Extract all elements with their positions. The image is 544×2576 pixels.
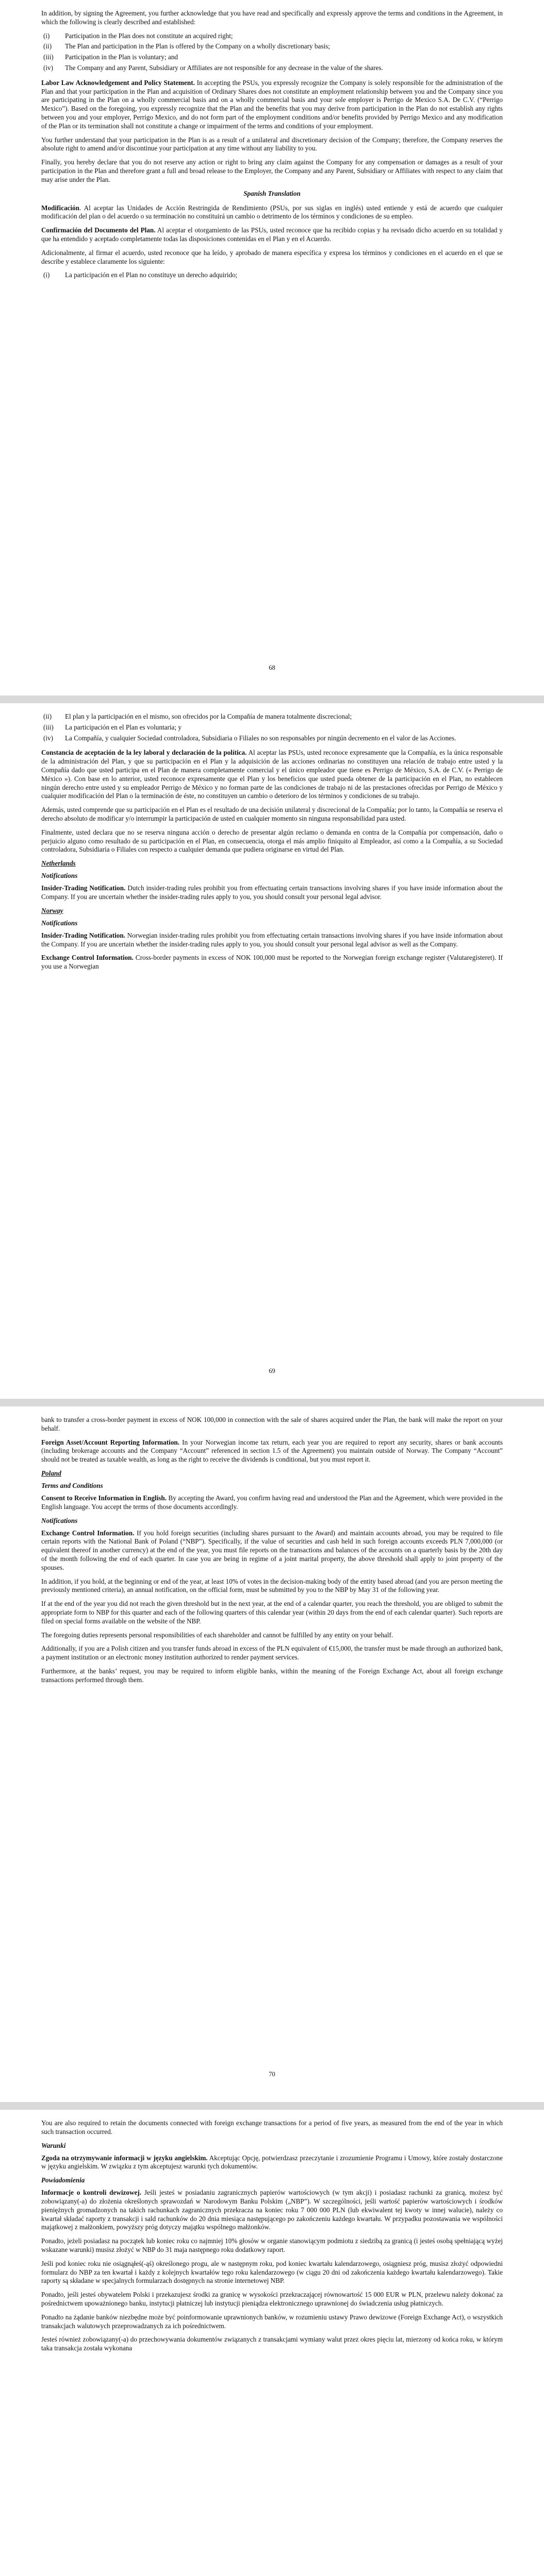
finalmente-paragraph: Finalmente, usted declara que no se reserva ninguna acción o derecho de presentar algún reclamo o demanda en contra de la Compañía por compensación, daño o perjuicio alguno como resultado de su participación en el Plan, en consecuencia, otorga el más amplio finiquito al Empleador, así como a la Compañía, a su Sociedad controladora, Subsidiaria o Filiales con respecto a cualquier demanda que pudiera originarse en virtud del Plan.	[41, 828, 503, 854]
consent-english-text: By accepting the Award, you confirm having read and understood the Plan and the Agreement, which were provided in the English language. You accept the terms of those documents accordingly.	[41, 1494, 503, 1511]
obywatel-polski-paragraph: Ponadto, jeśli jesteś obywatelem Polski i przekazujesz środki za granicę w wysokości przekraczającej równowartość 15 000 EUR w PLN, przelewu należy dokonać za pośrednictwem upoważnionego banku, instytucji płatniczej lub instytucji pieniądza elektronicznego uprawnionej do świadczenia usług płatniczych.	[41, 2291, 503, 2307]
adicionalmente-paragraph: Adicionalmente, al firmar el acuerdo, usted reconoce que ha leído, y aprobado de manera específica y expresa los términos y condiciones en el acuerdo en el que se describe y establece claramente los siguiente:	[41, 248, 503, 265]
confirmacion-text: Al aceptar el otorgamiento de las PSUs, usted reconoce que ha recibido copias y ha revisado dicho acuerdo en su totalidad y que ha entendido y aceptado completamente todas las disposiciones contenidas en el Plan y en el Acuerdo.	[41, 226, 503, 243]
list-item	[41, 734, 503, 743]
norway-exchange-continued: bank to transfer a cross-border payment in excess of NOK 100,000 in connection with the sale of shares acquired under the Plan, the bank will make the report on your behalf.	[41, 1416, 503, 1432]
insider-trading-heading: Insider-Trading Notification.	[41, 931, 126, 939]
list-item-text: Participation in the Plan does not constitute an acquired right;	[65, 31, 233, 40]
list-item-number: (ii)	[43, 42, 52, 50]
list-item	[41, 42, 503, 51]
confirmacion-paragraph	[41, 226, 503, 244]
list-item-number: (iv)	[43, 734, 54, 742]
consent-english-paragraph	[41, 1494, 503, 1512]
powiadomienia-heading: Powiadomienia	[41, 2176, 85, 2184]
list-item	[41, 64, 503, 73]
unilateral-decision-paragraph: You further understand that your participation in the Plan is as a result of a unilateral and discretionary decision of the Company; therefore, the Company reserves the absolute right to amend and/or discontinue your participation at any time without any liability to you.	[41, 135, 503, 152]
informacje-kontroli-heading: Informacje o kontroli dewizowej.	[41, 2189, 142, 2197]
list-item-text: The Plan and participation in the Plan is offered by the Company on a wholly discretionary basis;	[65, 42, 330, 50]
poland-heading: Poland	[41, 1469, 61, 1477]
list-item-text: La Compañía, y cualquier Sociedad controladora, Subsidiaria o Filiales no son responsables por ningún decremento en el valor de las Acciones.	[65, 734, 456, 742]
list-item-number: (i)	[43, 31, 50, 40]
release-paragraph: Finally, you hereby declare that you do not reserve any action or right to bring any claim against the Company for any compensation or damages as a result of your participation in the Plan and therefore grant a full and broad release to the Employer, the Company and any Parent, Subsidiary or Affiliates with respect to any claim that may arise under the Plan.	[41, 158, 503, 183]
list-item-number: (iii)	[43, 723, 54, 731]
document-page-69	[0, 703, 544, 1399]
netherlands-insider-trading-paragraph	[41, 884, 503, 902]
insider-trading-text: Dutch insider-trading rules prohibit you from effectuating certain transactions involving shares if you have inside information about the Company. If you are uncertain whether the insider-trading rules apply to you, you should consult your personal legal advisor.	[41, 884, 503, 901]
norway-heading: Norway	[41, 906, 63, 914]
document-page-71	[0, 2110, 544, 2576]
exchange-control-heading: Exchange Control Information.	[41, 954, 134, 962]
informacje-kontroli-paragraph	[41, 2189, 503, 2232]
prog-paragraph: Jeśli pod koniec roku nie osiągnąłeś(-ąś) określonego progu, ale w następnym roku, pod koniec kwartału kalendarzowego, osiągniesz próg, musisz złożyć odpowiedni formularz do NBP za ten kwartał i każdy z kolejnych kwartałów tego roku kalendarzowego (w ciągu 20 dni od zakończenia każdego kwartału kalendarzowego). Takie raporty są składane w specjalnych formularzach dostępnych na stronie internetowej NBP.	[41, 2259, 503, 2285]
list-item	[41, 271, 503, 280]
norway-notifications-heading: Notifications	[41, 919, 78, 927]
ademas-paragraph: Además, usted comprende que su participación en el Plan es el resultado de una decisión unilateral y discrecional de la Compañía; por lo tanto, la Compañía se reserva el derecho absoluto de modificar y/o interrumpir la participación de usted en cualquier momento sin ninguna responsabilidad para usted.	[41, 806, 503, 822]
retain-documents-paragraph: You are also required to retain the documents connected with foreign exchange transactions for a period of five years, as measured from the end of the year in which such transaction occurred.	[41, 2119, 503, 2136]
confirmacion-heading: Confirmación del Documento del Plan.	[41, 226, 156, 234]
list-item-text: La participación en el Plan no constituye un derecho adquirido;	[65, 271, 238, 279]
ten-percent-votes-paragraph: In addition, if you hold, at the beginning or end of the year, at least 10% of votes in the decision-making body of the entity based abroad (and you are person meeting the previously mentioned criteria), an annual notification, on the official form, must be submitted by you to the NBP by May 31 of the following year.	[41, 1577, 503, 1594]
poland-exchange-control-paragraph	[41, 1529, 503, 1572]
page-number: 69	[269, 1367, 275, 1375]
list-item-number: (ii)	[43, 713, 52, 720]
constancia-paragraph	[41, 749, 503, 801]
labor-law-text: In accepting the PSUs, you expressly recognize the Company is solely responsible for the administration of the Plan and that your participation in the Plan and acquisition of Ordinary Shares does not constitute an employment relationship between you and the Company since you are participating in the Plan on a wholly commercial basis and on a wholly commercial basis and your sole employer is Perrigo de Mexico S.A. De C.V. (“Perrigo Mexico”). Based on the foregoing, you expressly recognize that the Plan and the benefits that you may derive from participation in the Plan do not establish any rights between you and your employer, Perrigo Mexico, and do not form part of the employment conditions and/or benefits provided by Perrigo Mexico and any modification of the Plan or its termination shall not constitute a change or impairment of the terms and conditions of your employment.	[41, 78, 503, 130]
zadanie-bankow-paragraph: Ponadto na żądanie banków niezbędne może być poinformowanie uprawnionych banków, w rozumieniu ustawy Prawo dewizowe (Foreign Exchange Act), o wszystkich transakcjach walutowych przeprowadzanych za ich pośrednictwem.	[41, 2313, 503, 2330]
page-number: 68	[269, 664, 275, 671]
page-number: 70	[269, 2071, 275, 2078]
acknowledgement-list	[41, 32, 503, 73]
constancia-text: Al aceptar las PSUs, usted reconoce expresamente que la Compañía, es la única responsable de la administración del Plan, y que su participación en el Plan y la adquisición de las acciones ordinarias no constituyen una relación de trabajo entre usted y la Compañía dado que usted participa en el Plan de manera completamente comercial y el único empleador que tiene es Perrigo de México, S.A. de C.V. (« Perrigo de México »). Con base en lo anterior, usted reconoce expresamente que el Plan y los beneficios que usted pueda obtener de la participación en el Plan, no establecen ningún derecho entre usted y su empleador Perrigo de México y no forman parte de las condiciones de trabajo ni de las prestaciones ofrecidas por Perrigo de México y cualquier modificación del Plan o la terminación de éste, no constituyen un cambio o deterioro de los términos y condiciones de su trabajo.	[41, 749, 503, 800]
zgoda-text: Akceptując Opcję, potwierdzasz przeczytanie i zrozumienie Programu i Umowy, które zostały dostarczone w języku angielskim. W związku z tym akceptujesz warunki tych dokumentów.	[41, 2154, 503, 2171]
list-item-number: (i)	[43, 271, 50, 279]
insider-trading-text: Norwegian insider-trading rules prohibit you from effectuating certain transactions involving shares if you have inside information about the Company. If you are uncertain whether the insider-trading rules apply to you, you should consult your personal legal advisor as well as the Company.	[41, 931, 503, 948]
insider-trading-heading: Insider-Trading Notification.	[41, 884, 126, 892]
list-item	[41, 713, 503, 721]
foreign-asset-heading: Foreign Asset/Account Reporting Information.	[41, 1438, 180, 1446]
przechowywanie-paragraph: Jesteś również zobowiązany(-a) do przechowywania dokumentów związanych z transakcjami wymiany walut przez okres pięciu lat, mierzony od końca roku, w którym taka transakcja została wykonana	[41, 2335, 503, 2352]
spanish-translation-heading: Spanish Translation	[243, 189, 301, 197]
ponadto-glosow-paragraph: Ponadto, jeżeli posiadasz na początek lub koniec roku co najmniej 10% głosów w organie stanowiącym podmiotu z siedzibą za granicą (i jesteś osobą spełniającą wyżej wskazane warunki) musisz złożyć w NBP do 31 maja następnego roku dodatkowy raport.	[41, 2237, 503, 2253]
intro-paragraph: In addition, by signing the Agreement, you further acknowledge that you have read and specifically and expressly approve the terms and conditions in the Agreement, in which the following is clearly described and established:	[41, 9, 503, 26]
exchange-control-text: Cross-border payments in excess of NOK 100,000 must be reported to the Norwegian foreign exchange register (Valutaregisteret). If you use a Norwegian	[41, 954, 503, 971]
threshold-paragraph: If at the end of the year you did not reach the given threshold but in the next year, at the end of a calendar quarter, you reach the threshold, you are obliged to submit the appropriate form to NBP for this quarter and each of the following quarters of this calendar year (within 20 days from the end of each calendar quarter). Such reports are filed on special forms available on the website of the NBP.	[41, 1600, 503, 1625]
list-item	[41, 723, 503, 732]
terms-and-conditions-heading: Terms and Conditions	[41, 1481, 103, 1489]
modificacion-text: . Al aceptar las Unidades de Acción Restringida de Rendimiento (PSUs, por sus siglas en inglés) usted entiende y está de acuerdo que cualquier modificación del plan o del acuerdo o su terminación no constituirá un cambio o detrimento de los términos y condiciones de su empleo.	[41, 204, 503, 221]
document-page-68	[0, 0, 544, 696]
warunki-heading: Warunki	[41, 2141, 66, 2149]
norway-insider-trading-paragraph	[41, 931, 503, 949]
list-item	[41, 53, 503, 62]
zgoda-heading: Zgoda na otrzymywanie informacji w języku angielskim.	[41, 2154, 208, 2162]
spanish-list-continued	[41, 713, 503, 742]
bank-request-paragraph: Furthermore, at the banks’ request, you may be required to inform eligible banks, within the meaning of the Foreign Exchange Act, about all foreign exchange transactions performed through them.	[41, 1667, 503, 1684]
list-item-text: La participación en el Plan es voluntaria; y	[65, 723, 182, 731]
list-item	[41, 32, 503, 41]
modificacion-paragraph	[41, 204, 503, 222]
list-item-number: (iv)	[43, 63, 54, 72]
list-item-text: Participation in the Plan is voluntary; and	[65, 53, 178, 61]
labor-law-paragraph	[41, 79, 503, 131]
document-page-70	[0, 1406, 544, 2102]
polish-citizen-transfer-paragraph: Additionally, if you are a Polish citizen and you transfer funds abroad in excess of the PLN equivalent of €15,000, the transfer must be made through an authorized bank, a payment institution or an electronic money institution authorized to render payment services.	[41, 1645, 503, 1662]
list-item-number: (iii)	[43, 53, 54, 61]
modificacion-heading: Modificación	[41, 204, 79, 212]
constancia-heading: Constancia de aceptación de la ley laboral y declaración de la política.	[41, 749, 247, 757]
informacje-kontroli-text: Jeśli jesteś w posiadaniu zagranicznych papierów wartościowych (w tym akcji) i posiadasz rachunki za granicą, możesz być zobowiązany(-a) do złożenia określonych sprawozdań w Narodowym Banku Polskim („NBP”). W szczególności, jeśli wartość papierów wartościowych i środków pieniężnych gromadzonych na takich rachunkach zagranicznych przekracza na koniec roku 7 000 000 PLN (lub ekwiwalent tej kwoty w innej walucie), należy co kwartał składać raporty z transakcji i sald rachunków do 20 dnia miesiąca następującego po zakończeniu każdego kwartału. W przypadku pozostawania we wspólności majątkowej z małżonkiem, powyższy próg dotyczy majątku wspólnego małżonków.	[41, 2189, 503, 2231]
norway-exchange-control-paragraph	[41, 954, 503, 971]
netherlands-notifications-heading: Notifications	[41, 872, 78, 880]
personal-duties-paragraph: The foregoing duties represents personal responsibilities of each shareholder and cannot be fulfilled by any entity on your behalf.	[41, 1631, 393, 1639]
foreign-asset-paragraph	[41, 1438, 503, 1464]
consent-english-heading: Consent to Receive Information in English.	[41, 1494, 167, 1502]
list-item-text: The Company and any Parent, Subsidiary or Affiliates are not responsible for any decrease in the value of the shares.	[65, 63, 383, 72]
exchange-control-text: If you hold foreign securities (including shares pursuant to the Award) and maintain accounts abroad, you may be required to file certain reports with the National Bank of Poland (“NBP”). Specifically, if the value of securities and cash held in such foreign accounts exceeds PLN 7,000,000 (or equivalent thereof in another currency) at the end of the year, you must file reports on the transactions and balances of the accounts on a quarterly basis by the 20th day of the month following the end of each quarter. In case you are being in regime of a joint marital property, the above threshold shall apply to joint property of the spouses.	[41, 1529, 503, 1571]
spanish-list-start	[41, 271, 503, 280]
zgoda-paragraph	[41, 2154, 503, 2172]
foreign-asset-text: In your Norwegian income tax return, each year you are required to report any security, shares or bank accounts (including brokerage accounts and the Company “Account” referenced in section 1.5 of the Agreement) you maintain outside of Norway. The Company “Account” should not be treated as taxable wealth, as long as the right to receive the dividends is conditional, but you must report it.	[41, 1438, 503, 1464]
exchange-control-heading: Exchange Control Information.	[41, 1529, 135, 1537]
netherlands-heading: Netherlands	[41, 859, 76, 868]
poland-notifications-heading: Notifications	[41, 1516, 78, 1524]
list-item-text: El plan y la participación en el mismo, son ofrecidos por la Compañía de manera totalmente discrecional;	[65, 713, 352, 720]
labor-law-heading: Labor Law Acknowledgement and Policy Statement.	[41, 78, 195, 87]
